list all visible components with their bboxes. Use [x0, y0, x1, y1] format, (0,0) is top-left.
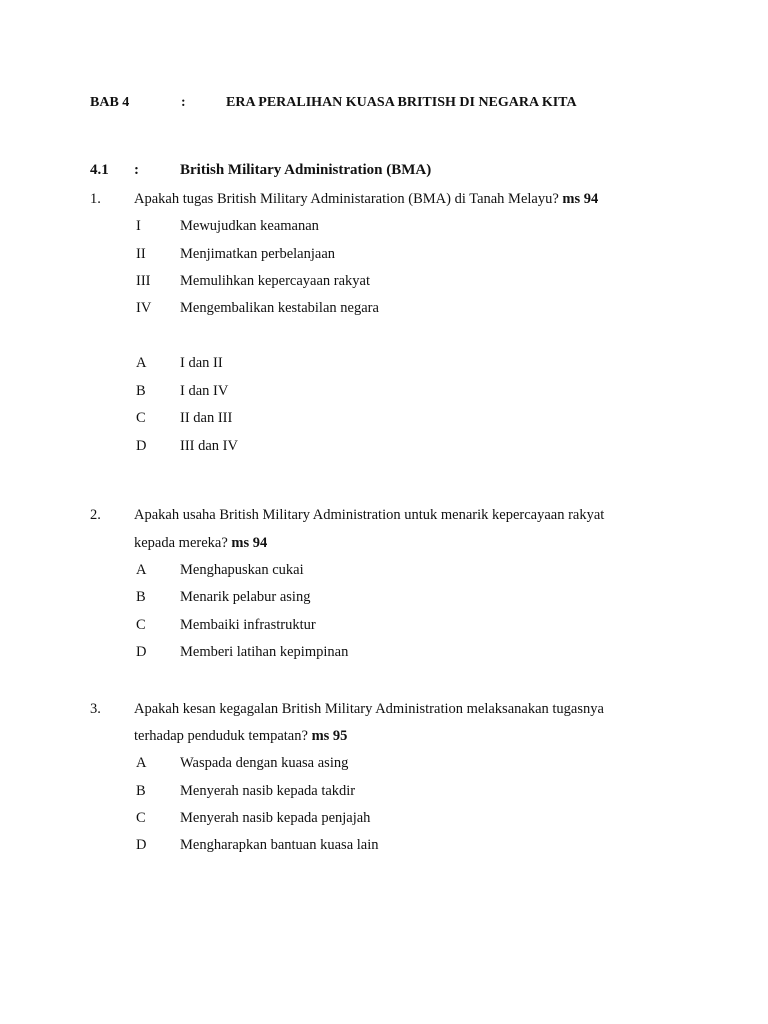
- question-text-line: Apakah tugas British Military Administaration (BMA) di Tanah Melayu?: [134, 191, 559, 207]
- option-text: Waspada dengan kuasa asing: [180, 755, 349, 771]
- option-text: Membaiki infrastruktur: [180, 617, 316, 633]
- question-number: 3.: [90, 701, 101, 717]
- option-text: Menyerah nasib kepada takdir: [180, 783, 356, 799]
- option-label: C: [136, 617, 146, 633]
- option-label: C: [136, 410, 146, 426]
- section-colon: :: [134, 162, 139, 178]
- page-reference: ms 94: [562, 191, 599, 207]
- question-text-line: Apakah kesan kegagalan British Military Administration melaksanakan tugasnya: [134, 701, 604, 717]
- option-label: A: [136, 755, 147, 771]
- question-text-line: Apakah usaha British Military Administration untuk menarik kepercayaan rakyat: [134, 507, 605, 523]
- option-text: I dan II: [180, 355, 223, 371]
- question-text: [134, 728, 347, 745]
- statement-label: IV: [136, 300, 152, 316]
- statement-text: Menjimatkan perbelanjaan: [180, 246, 336, 262]
- option-text: II dan III: [180, 410, 233, 426]
- option-label: A: [136, 562, 147, 578]
- statement-label: I: [136, 218, 141, 234]
- option-text: III dan IV: [180, 438, 238, 454]
- statement-text: Memulihkan kepercayaan rakyat: [180, 273, 371, 289]
- option-label: B: [136, 383, 146, 399]
- question-text: [134, 535, 267, 552]
- option-text: Mengharapkan bantuan kuasa lain: [180, 837, 379, 853]
- chapter-label: BAB 4: [90, 95, 130, 110]
- question-number: 1.: [90, 191, 101, 207]
- question-text-line: terhadap penduduk tempatan?: [134, 728, 308, 744]
- question-text: [134, 191, 598, 208]
- option-label: D: [136, 438, 147, 454]
- chapter-colon: :: [181, 95, 186, 110]
- option-label: A: [136, 355, 147, 371]
- section-title: British Military Administration (BMA): [180, 162, 432, 178]
- option-label: D: [136, 837, 147, 853]
- option-label: C: [136, 810, 146, 826]
- option-label: D: [136, 644, 147, 660]
- statement-text: Mewujudkan keamanan: [180, 218, 319, 234]
- section-number: 4.1: [90, 162, 109, 178]
- statement-label: III: [136, 273, 151, 289]
- option-text: Memberi latihan kepimpinan: [180, 644, 349, 660]
- option-text: Menghapuskan cukai: [180, 562, 304, 578]
- chapter-title: ERA PERALIHAN KUASA BRITISH DI NEGARA KITA: [226, 95, 577, 110]
- option-label: B: [136, 783, 146, 799]
- option-text: Menarik pelabur asing: [180, 589, 311, 605]
- statement-text: Mengembalikan kestabilan negara: [180, 300, 379, 316]
- page-reference: ms 94: [231, 535, 268, 551]
- statement-label: II: [136, 246, 146, 262]
- question-number: 2.: [90, 507, 101, 523]
- page-reference: ms 95: [311, 728, 348, 744]
- option-text: Menyerah nasib kepada penjajah: [180, 810, 371, 826]
- question-text-line: kepada mereka?: [134, 535, 228, 551]
- option-text: I dan IV: [180, 383, 229, 399]
- option-label: B: [136, 589, 146, 605]
